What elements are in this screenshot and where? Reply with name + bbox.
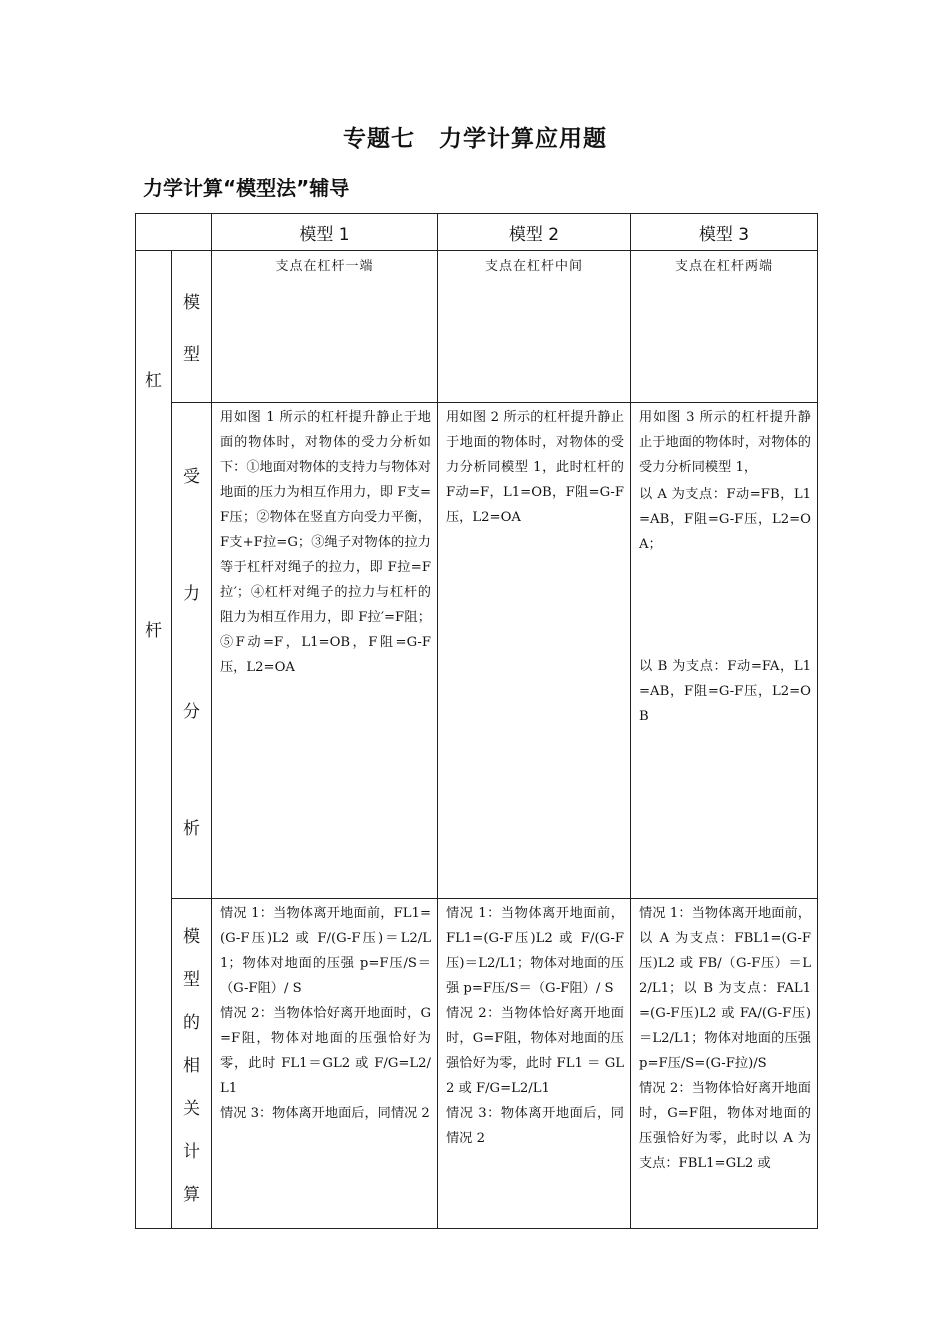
model-1-desc: 支点在杠杆一端 [212,251,438,403]
force-analysis-model-2: 用如图 2 所示的杠杆提升静止于地面的物体时，对物体的受力分析同模型 1，此时杠杆的 F动=F，L1=OB，F阻=G-F压，L2=OA [438,403,631,899]
row-label-calc [172,899,212,1229]
row-label-char: 析 [183,819,200,840]
page-title: 专题七 力学计算应用题 [343,126,607,152]
row-label-char: 相 [183,1056,200,1076]
section-char-2: 杆 [145,621,162,641]
force-model-3-pivot-b: 以 B 为支点：F动=FA，L1=AB，F阻=G-F压，L2=OB [639,659,811,724]
row-label-force [172,403,212,899]
model-table [135,213,818,1229]
header-model-2: 模型 2 [438,214,631,251]
force-model-3-pivot-a: 以 A 为支点：F动=FB，L1=AB，F阻=G-F压，L2=OA； [639,487,811,552]
row-label-char: 模 [183,293,200,314]
row-label-char: 型 [183,969,200,990]
section-char-1: 杠 [145,371,162,391]
row-label-char: 模 [183,926,200,947]
row-label-char: 受 [183,466,200,487]
header-model-3: 模型 3 [631,214,818,251]
calculation-model-1: 情况 1：当物体离开地面前，FL1=(G-F压)L2 或 F/(G-F压)＝L2/L1；物体对地面的压强 p=F压/S＝（G-F阻）/ S 情况 2：当物体恰好离开地面时，G=F阻，物体对地面的压强恰好为零，此时 FL1＝GL2 或 F/G=L2/L1 情况 3：物体离开地面后，同情况 2 [212,899,438,1229]
row-label-char: 分 [183,701,200,722]
calculation-model-3: 情况 1：当物体离开地面前，以 A 为支点：FBL1=(G-F压)L2 或 FB/（G-F压）＝L2/L1；以 B 为支点：FAL1=(G-F压)L2 或 FA/(G-F压)＝L2/L1；物体对地面的压强 p=F压/S=(G-F拉)/S 情况 2：当物体恰好离开地面时，G=F阻，物体对地面的压强恰好为零，此时以 A 为支点：FBL1=GL2 或 [631,899,818,1229]
row-label-char: 计 [183,1142,200,1163]
model-3-desc: 支点在杠杆两端 [631,251,818,403]
model-row [136,251,818,403]
calculation-row [136,899,818,1229]
row-label-model [172,251,212,403]
row-label-char: 的 [183,1012,200,1033]
row-label-char: 关 [183,1099,200,1120]
force-analysis-model-1: 用如图 1 所示的杠杆提升静止于地面的物体时，对物体的受力分析如下：①地面对物体的支持力与物体对地面的压力为相互作用力，即 F支=F压；②物体在竖直方向受力平衡，F支+F拉=G；③绳子对物体的拉力等于杠杆对绳子的拉力，即 F拉=F拉′；④杠杆对绳子的拉力与杠杆的阻力为相互作用力，即 F拉′=F阻；⑤F动=F，L1=OB，F阻=G-F压，L2=OA [212,403,438,899]
row-label-char: 型 [183,344,200,365]
force-model-3-intro: 用如图 3 所示的杠杆提升静止于地面的物体时，对物体的受力分析同模型 1， [639,410,811,475]
row-label-char: 算 [183,1185,200,1206]
header-row [136,214,818,251]
section-label-lever [136,251,172,1229]
section-subtitle: 力学计算“模型法”辅导 [143,176,350,200]
model-2-desc: 支点在杠杆中间 [438,251,631,403]
force-analysis-row [136,403,818,899]
force-analysis-model-3 [631,403,818,899]
calculation-model-2: 情况 1：当物体离开地面前，FL1=(G-F压)L2 或 F/(G-F压)＝L2/L1；物体对地面的压强 p=F压/S＝（G-F阻）/ S 情况 2：当物体恰好离开地面时，G=F阻，物体对地面的压强恰好为零，此时 FL1 ＝ GL2 或 F/G=L2/L1 情况 3：物体离开地面后，同情况 2 [438,899,631,1229]
row-label-char: 力 [183,584,200,605]
header-model-1: 模型 1 [212,214,438,251]
header-empty [136,214,212,251]
